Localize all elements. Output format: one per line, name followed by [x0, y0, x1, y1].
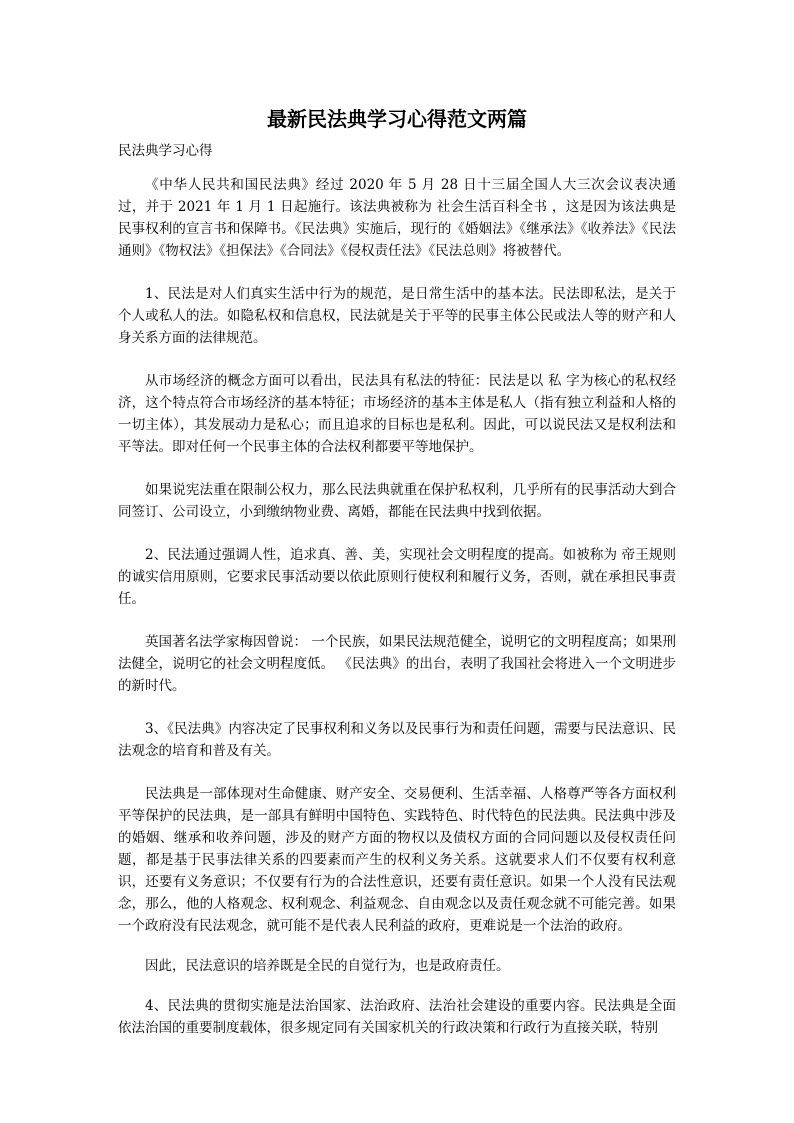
paragraph-2: 1、民法是对人们真实生活中行为的规范，是日常生活中的基本法。民法即私法，是关于个人或私人的法。如隐私权和信息权，民法就是关于平等的民事主体公民或法人等的财产和人身关系方面的法律规范。: [118, 286, 676, 346]
paragraph-3: 从市场经济的概念方面可以看出，民法具有私法的特征：民法是以 私 字为核心的私权经济，这个特点符合市场经济的基本特征；市场经济的基本主体是私人（指有独立利益和人格的一切主体），其发展动力是私心；而且追求的目标也是私利。因此，可以说民法又是权利法和平等法。即对任何一个民事主体的合法权利都要平等地保护。: [118, 373, 676, 455]
paragraph-5: 2、民法通过强调人性，追求真、善、美，实现社会文明程度的提高。如被称为 帝王规则的诚实信用原则，它要求民事活动要以依此原则行使权利和履行义务，否则，就在承担民事责任。: [118, 547, 676, 607]
document-title: 最新民法典学习心得范文两篇: [267, 107, 527, 131]
paragraph-6: 英国著名法学家梅因曾说： 一个民族，如果民法规范健全，说明它的文明程度高；如果刑法健全，说明它的社会文明程度低。 《民法典》的出台，表明了我国社会将进入一个文明进步的新时代。: [118, 634, 676, 694]
paragraph-8: 民法典是一部体现对生命健康、财产安全、交易便利、生活幸福、人格尊严等各方面权利平等保护的民法典，是一部具有鲜明中国特色、实践特色、时代特色的民法典。民法典中涉及的婚姻、继承和收养问题，涉及的财产方面的物权以及债权方面的合同问题以及侵权责任问题，都是基于民事法律关系的四要素而产生的权利义务关系。这就要求人们不仅要有权利意识，还要有义务意识；不仅要有行为的合法性意识，还要有责任意识。如果一个人没有民法观念，那么，他的人格观念、权利观念、利益观念、自由观念以及责任观念就不可能完善。如果一个政府没有民法观念，就可能不是代表人民利益的政府，更难说是一个法治的政府。: [118, 786, 676, 934]
paragraph-10: 4、民法典的贯彻实施是法治国家、法治政府、法治社会建设的重要内容。民法典是全面依法治国的重要制度载体，很多规定同有关国家机关的行政决策和行政行为直接关联，特别: [118, 998, 676, 1036]
paragraph-4: 如果说宪法重在限制公权力，那么民法典就重在保护私权利，几乎所有的民事活动大到合同签订、公司设立，小到缴纳物业费、离婚，都能在民法典中找到依据。: [118, 482, 676, 520]
paragraph-1: 《中华人民共和国民法典》经过 2020 年 5 月 28 日十三届全国人大三次会议表决通过，并于 2021 年 1 月 1 日起施行。该法典被称为 社会生活百科全书 ，这是因为该法典是民事权利的宣言书和保障书。《民法典》实施后，现行的《婚姻法》《继承法》《收养法》《民法通则》《物权法》《担保法》《合同法》《侵权责任法》《民法总则》将被替代。: [118, 177, 676, 259]
document-subtitle: 民法典学习心得: [118, 143, 213, 159]
paragraph-7: 3、《民法典》内容决定了民事权利和义务以及民事行为和责任问题，需要与民法意识、民法观念的培育和普及有关。: [118, 721, 676, 759]
paragraph-9: 因此，民法意识的培养既是全民的自觉行为，也是政府责任。: [145, 958, 510, 974]
